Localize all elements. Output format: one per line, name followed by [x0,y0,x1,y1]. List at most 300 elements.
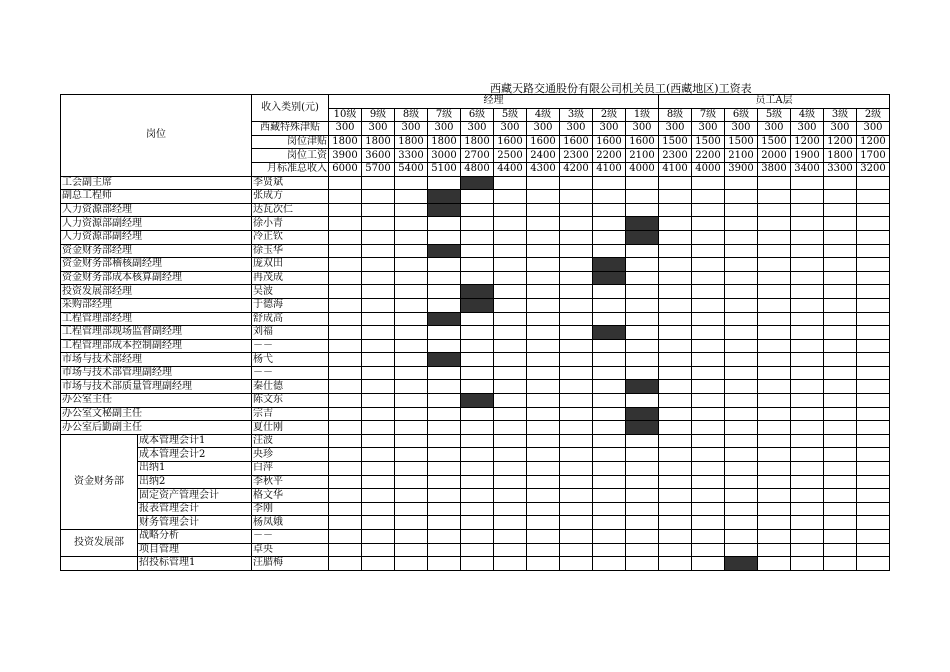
level-cell [791,271,824,285]
name-cell: 杨凤娥 [252,516,329,530]
level-cell [791,380,824,394]
level-cell [824,530,857,544]
level-mark [461,298,494,312]
level-cell [824,203,857,217]
level-cell [692,230,725,244]
name-cell: 张成方 [252,190,329,204]
level-cell [362,366,395,380]
level-cell [758,339,791,353]
level-cell [461,244,494,258]
level-cell [560,448,593,462]
level-cell [329,285,362,299]
level-cell [494,326,527,340]
level-cell [560,407,593,421]
level-cell [758,557,791,571]
level-cell [692,244,725,258]
level-cell [725,353,758,367]
level-cell [329,516,362,530]
level-cell [791,312,824,326]
level-mark [626,380,659,394]
level-cell [725,489,758,503]
level-cell [329,190,362,204]
position-header: 岗位 [61,95,252,177]
name-cell: －－ [252,530,329,544]
level-cell [758,502,791,516]
level-cell [725,203,758,217]
level-cell [593,394,626,408]
level-cell [527,217,560,231]
level-cell [857,176,890,190]
level-cell [362,353,395,367]
level-cell [428,502,461,516]
position-cell: 工程管理部经理 [61,312,252,326]
level-cell [791,434,824,448]
level-cell [626,339,659,353]
income-value: 1500 [659,135,692,149]
income-value: 2000 [758,149,791,163]
name-cell: 李刚 [252,502,329,516]
level-cell [725,407,758,421]
level-cell [692,502,725,516]
level-cell [824,557,857,571]
level-cell [626,285,659,299]
level-cell [395,366,428,380]
role-cell: 财务管理会计 [138,516,252,530]
employee-row [61,244,890,258]
level-cell [494,434,527,448]
level-cell [593,217,626,231]
level-cell [395,298,428,312]
level-cell [857,203,890,217]
manager-group-header: 经理 [329,95,659,109]
level-cell [428,380,461,394]
level-cell [428,394,461,408]
level-cell [857,407,890,421]
level-cell [791,258,824,272]
level-cell [659,258,692,272]
level-cell [824,326,857,340]
level-cell [362,407,395,421]
name-cell: 杨弋 [252,353,329,367]
level-cell [395,190,428,204]
level-cell [395,217,428,231]
level-cell [659,353,692,367]
employee-row [61,258,890,272]
level-cell [857,190,890,204]
income-value: 2100 [725,149,758,163]
level-header: 2级 [593,108,626,122]
income-value: 300 [791,122,824,136]
name-cell: －－ [252,339,329,353]
level-cell [329,380,362,394]
level-cell [692,298,725,312]
level-mark [428,312,461,326]
level-cell [692,407,725,421]
level-mark [428,203,461,217]
level-cell [692,366,725,380]
level-cell [362,326,395,340]
level-cell [824,244,857,258]
level-cell [659,366,692,380]
level-cell [791,217,824,231]
position-cell: 办公室主任 [61,394,252,408]
level-cell [824,380,857,394]
level-cell [560,339,593,353]
income-value: 300 [329,122,362,136]
level-cell [758,271,791,285]
name-cell: 汪波 [252,434,329,448]
level-cell [362,312,395,326]
level-cell [560,285,593,299]
level-mark [593,271,626,285]
level-cell [461,421,494,435]
level-cell [461,217,494,231]
level-cell [725,230,758,244]
level-cell [461,190,494,204]
income-value: 1600 [560,135,593,149]
employee-row [61,298,890,312]
level-cell [329,557,362,571]
level-cell [857,557,890,571]
level-cell [692,394,725,408]
level-cell [659,203,692,217]
income-value: 5400 [395,162,428,176]
level-cell [560,502,593,516]
level-cell [758,353,791,367]
level-cell [626,176,659,190]
level-cell [857,217,890,231]
level-cell [527,434,560,448]
name-cell: 格文华 [252,489,329,503]
position-cell: 办公室后勤副主任 [61,421,252,435]
level-cell [428,366,461,380]
level-cell [725,312,758,326]
level-cell [494,516,527,530]
level-cell [494,285,527,299]
income-value: 300 [725,122,758,136]
level-cell [527,530,560,544]
level-cell [494,421,527,435]
income-value: 1800 [824,149,857,163]
level-cell [560,516,593,530]
level-cell [362,271,395,285]
level-cell [494,203,527,217]
level-cell [626,366,659,380]
role-cell: 报表管理会计 [138,502,252,516]
name-cell: 庞双田 [252,258,329,272]
level-cell [692,421,725,435]
name-cell: 秦仕德 [252,380,329,394]
level-cell [626,462,659,476]
level-cell [692,339,725,353]
level-cell [659,326,692,340]
income-value: 300 [461,122,494,136]
level-cell [593,339,626,353]
level-mark [626,217,659,231]
level-cell [428,489,461,503]
level-cell [692,516,725,530]
level-header: 5级 [758,108,791,122]
level-cell [362,502,395,516]
level-cell [362,557,395,571]
level-cell [758,516,791,530]
level-cell [560,462,593,476]
income-value: 4200 [560,162,593,176]
level-cell [824,190,857,204]
level-cell [857,516,890,530]
level-cell [725,244,758,258]
level-cell [659,462,692,476]
level-cell [758,366,791,380]
level-cell [494,448,527,462]
level-cell [758,203,791,217]
income-value: 300 [494,122,527,136]
level-cell [329,298,362,312]
level-cell [329,407,362,421]
level-cell [692,271,725,285]
level-cell [362,176,395,190]
level-cell [824,502,857,516]
level-cell [329,543,362,557]
level-cell [593,298,626,312]
level-cell [494,312,527,326]
level-cell [560,394,593,408]
employee-row [61,312,890,326]
level-cell [791,326,824,340]
level-cell [824,489,857,503]
level-cell [395,543,428,557]
level-mark [593,258,626,272]
level-cell [791,557,824,571]
level-cell [824,434,857,448]
income-value: 4400 [494,162,527,176]
level-cell [659,434,692,448]
level-header: 5级 [494,108,527,122]
level-cell [527,380,560,394]
level-cell [494,366,527,380]
level-cell [362,217,395,231]
level-cell [857,421,890,435]
level-cell [791,448,824,462]
level-cell [659,298,692,312]
level-cell [362,516,395,530]
income-value: 3600 [362,149,395,163]
level-cell [725,298,758,312]
header-row-groups [61,95,890,109]
income-value: 1600 [527,135,560,149]
level-cell [758,176,791,190]
income-value: 4100 [593,162,626,176]
level-cell [362,285,395,299]
level-cell [758,489,791,503]
level-cell [461,407,494,421]
level-cell [725,190,758,204]
position-cell: 市场与技术部经理 [61,353,252,367]
level-header: 8级 [395,108,428,122]
level-cell [329,271,362,285]
level-cell [329,394,362,408]
level-cell [593,244,626,258]
level-cell [626,475,659,489]
level-cell [395,271,428,285]
position-cell: 采购部经理 [61,298,252,312]
dept-cell [61,557,138,571]
level-cell [362,190,395,204]
level-cell [659,312,692,326]
income-value: 300 [758,122,791,136]
level-cell [428,557,461,571]
level-cell [527,421,560,435]
level-cell [494,298,527,312]
level-cell [329,530,362,544]
level-cell [659,543,692,557]
level-cell [428,434,461,448]
level-cell [494,380,527,394]
level-cell [725,530,758,544]
level-cell [725,217,758,231]
level-cell [560,557,593,571]
level-cell [560,380,593,394]
level-cell [494,217,527,231]
level-mark [626,421,659,435]
income-label: 西藏特殊津贴 [252,122,329,136]
employee-row [61,380,890,394]
income-value: 1900 [791,149,824,163]
level-cell [428,475,461,489]
level-cell [395,516,428,530]
level-cell [494,543,527,557]
level-cell [626,530,659,544]
level-cell [692,190,725,204]
level-cell [593,557,626,571]
income-value: 4000 [692,162,725,176]
level-cell [395,380,428,394]
level-mark [428,190,461,204]
name-cell: 白萍 [252,462,329,476]
level-cell [329,203,362,217]
level-cell [395,530,428,544]
dept-cell: 资金财务部 [61,434,138,529]
level-mark [626,230,659,244]
level-cell [824,176,857,190]
level-cell [758,475,791,489]
level-cell [857,312,890,326]
level-cell [395,475,428,489]
level-cell [593,516,626,530]
income-value: 300 [395,122,428,136]
role-cell: 成本管理会计2 [138,448,252,462]
level-cell [791,339,824,353]
level-cell [857,530,890,544]
level-cell [428,285,461,299]
level-cell [329,217,362,231]
level-cell [659,271,692,285]
group-member-row [61,448,890,462]
level-cell [791,530,824,544]
level-cell [362,475,395,489]
level-cell [593,353,626,367]
level-cell [725,176,758,190]
level-cell [395,176,428,190]
employee-row [61,285,890,299]
level-cell [758,230,791,244]
level-cell [626,203,659,217]
position-cell: 工程管理部成本控制副经理 [61,339,252,353]
level-cell [461,489,494,503]
level-cell [494,176,527,190]
level-cell [494,530,527,544]
income-value: 3800 [758,162,791,176]
group-member-row [61,489,890,503]
level-cell [857,475,890,489]
level-cell [692,448,725,462]
level-cell [527,271,560,285]
level-cell [659,530,692,544]
level-cell [626,489,659,503]
level-cell [527,475,560,489]
level-cell [395,462,428,476]
level-cell [461,258,494,272]
level-cell [593,407,626,421]
level-cell [362,258,395,272]
level-cell [395,421,428,435]
level-cell [428,339,461,353]
level-cell [362,421,395,435]
level-cell [395,326,428,340]
level-cell [527,339,560,353]
level-cell [461,312,494,326]
name-cell: 汪腊梅 [252,557,329,571]
level-cell [428,258,461,272]
employee-row [61,203,890,217]
level-cell [692,475,725,489]
level-cell [395,258,428,272]
level-header: 10级 [329,108,362,122]
level-cell [758,380,791,394]
level-cell [659,394,692,408]
level-cell [560,489,593,503]
level-cell [461,475,494,489]
level-cell [329,244,362,258]
name-cell: 徐玉华 [252,244,329,258]
income-value: 4800 [461,162,494,176]
level-cell [593,448,626,462]
level-cell [428,516,461,530]
level-cell [857,258,890,272]
level-cell [626,190,659,204]
position-cell: 市场与技术部管理副经理 [61,366,252,380]
income-value: 2500 [494,149,527,163]
income-value: 4100 [659,162,692,176]
income-value: 2300 [560,149,593,163]
level-cell [395,502,428,516]
income-value: 5700 [362,162,395,176]
level-cell [791,502,824,516]
level-mark [461,285,494,299]
level-cell [560,353,593,367]
level-cell [626,244,659,258]
level-cell [494,258,527,272]
position-cell: 人力资源部副经理 [61,230,252,244]
employee-row [61,326,890,340]
income-value: 1600 [626,135,659,149]
level-cell [560,258,593,272]
level-cell [395,312,428,326]
employee-row [61,339,890,353]
level-cell [527,326,560,340]
level-cell [527,489,560,503]
level-header: 7级 [692,108,725,122]
